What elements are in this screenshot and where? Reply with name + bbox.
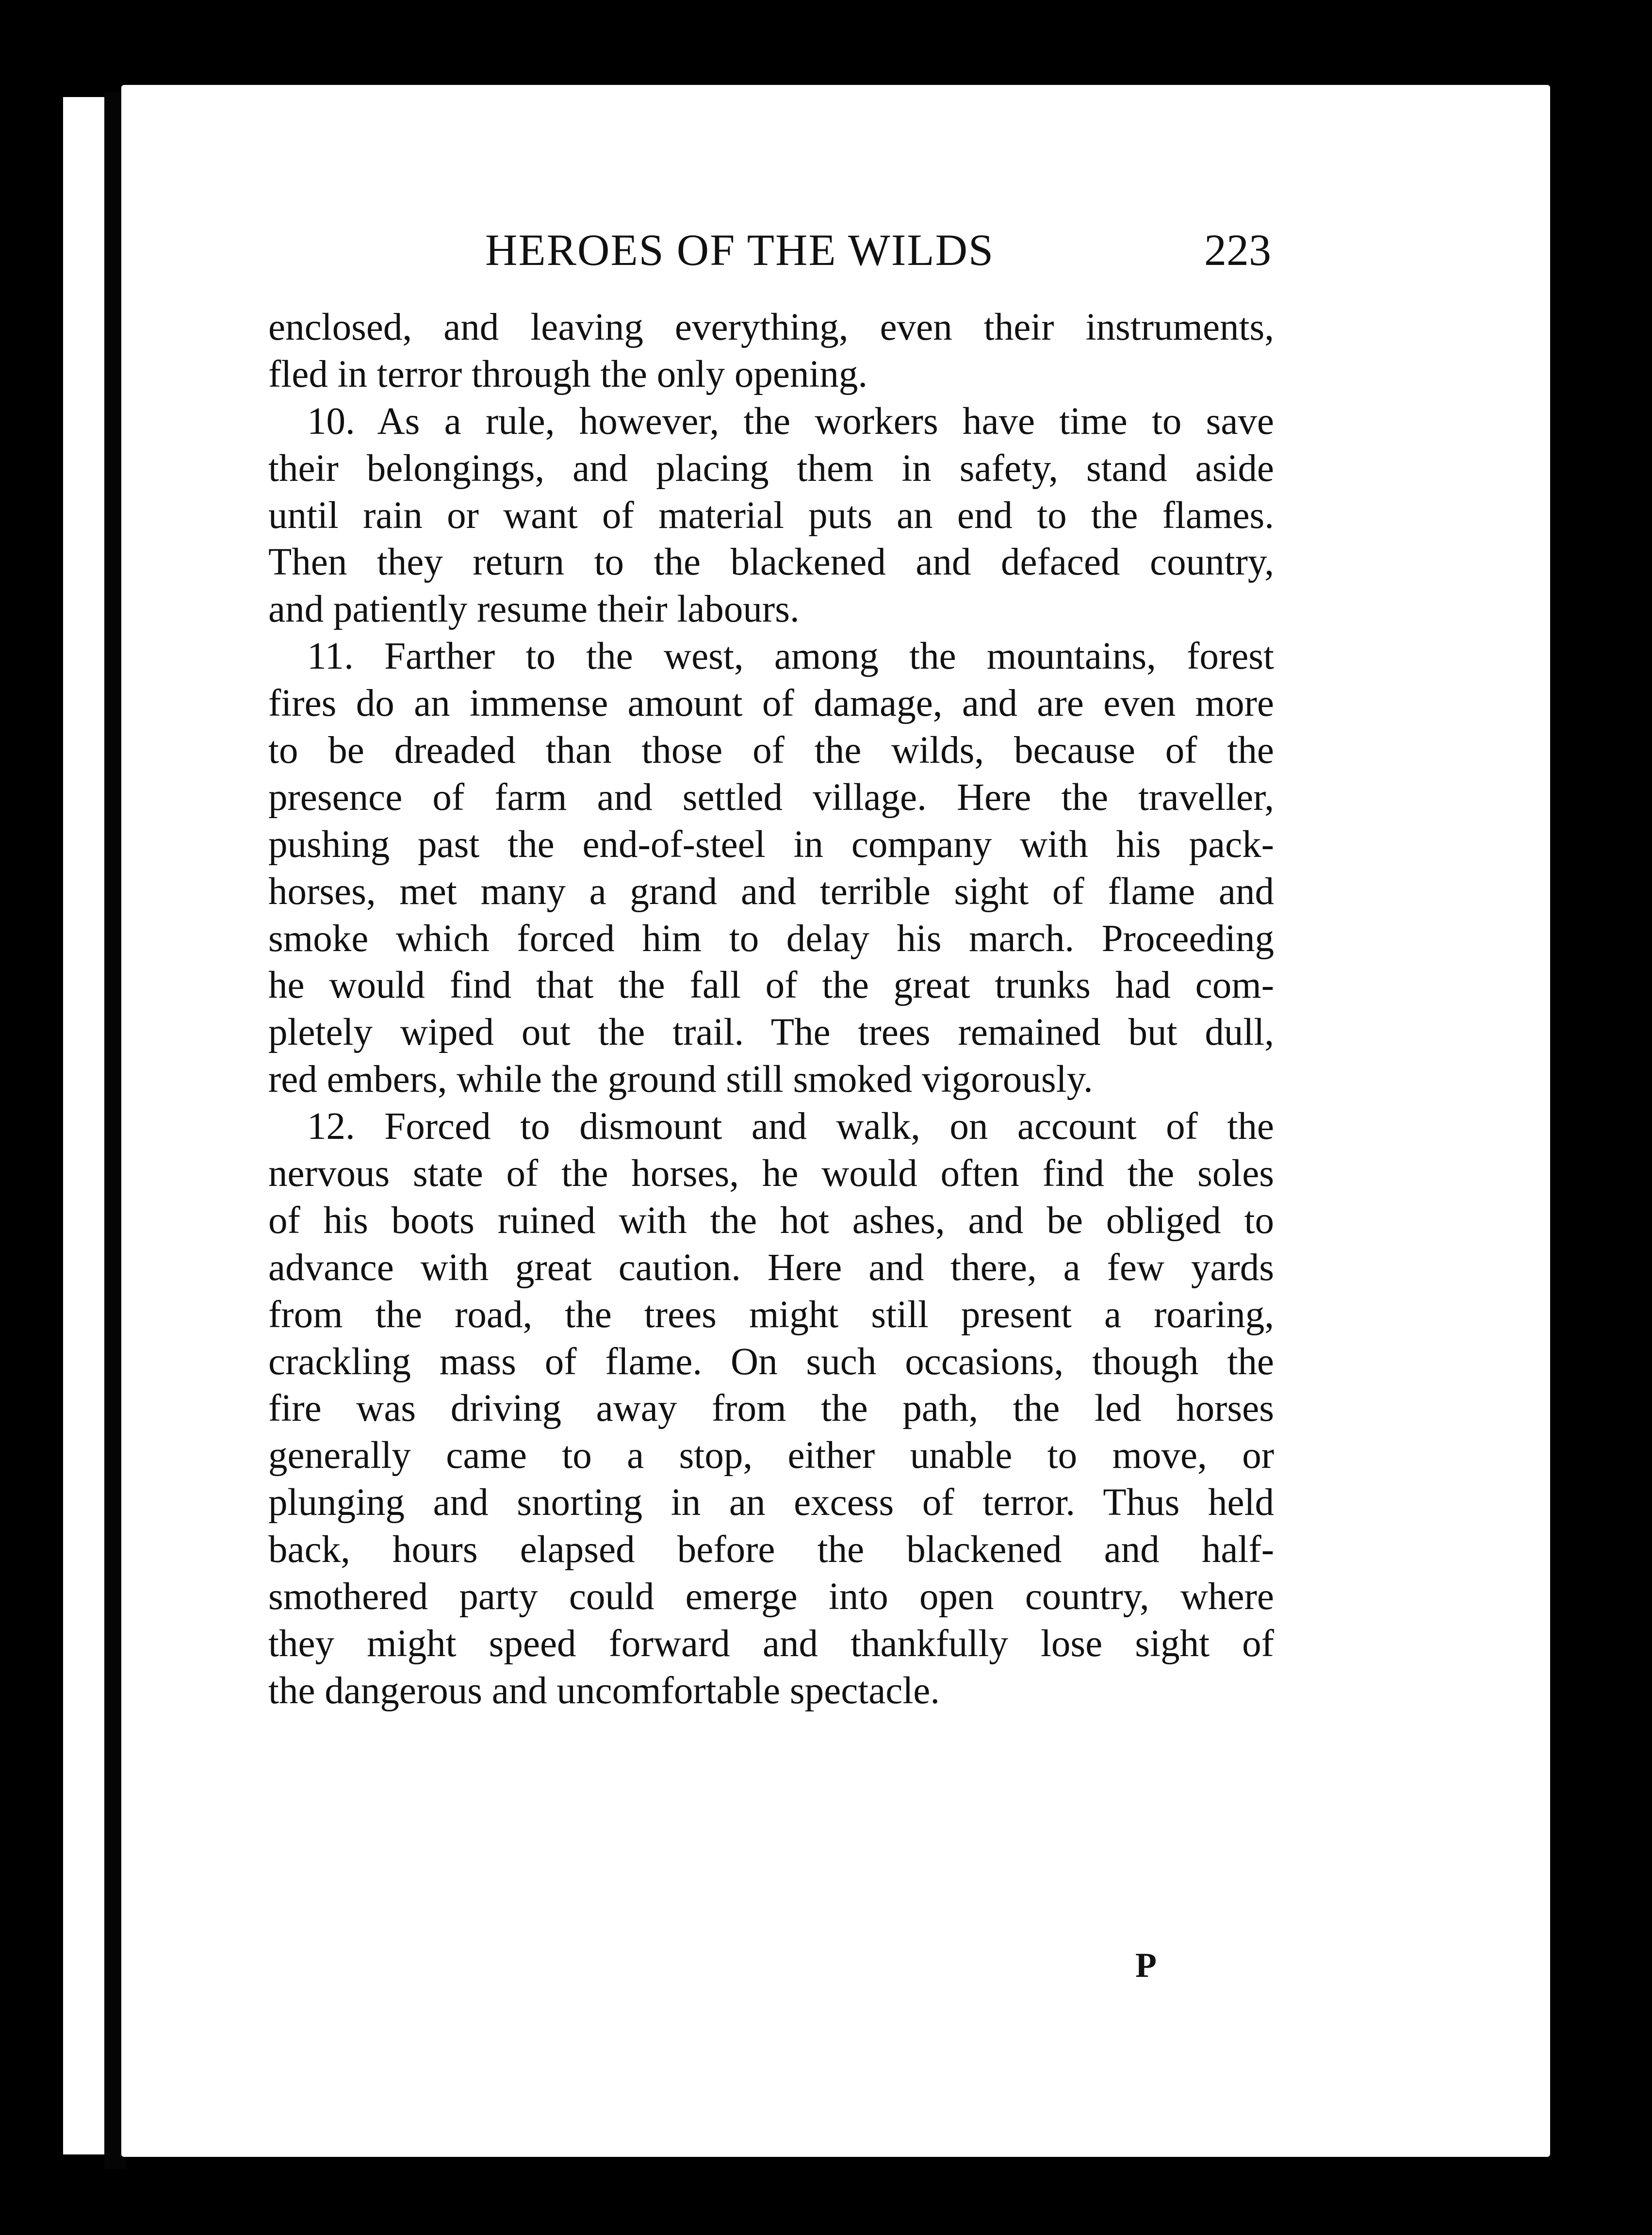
text-line: fire was driving away from the path, the led horses <box>268 1387 1274 1430</box>
text-line: of his boots ruined with the hot ashes, and be obliged to <box>268 1199 1274 1242</box>
text-line: enclosed, and leaving everything, even their instruments, <box>268 306 1274 348</box>
text-line: smothered party could emerge into open country, where <box>268 1576 1274 1618</box>
text-line: their belongings, and placing them in safety, stand aside <box>268 447 1274 490</box>
text-line: he would find that the fall of the great trunks had com- <box>268 964 1274 1007</box>
text-line: crackling mass of flame. On such occasions, though the <box>268 1340 1274 1383</box>
text-line: plunging and snorting in an excess of terror. Thus held <box>268 1481 1274 1524</box>
text-line: Then they return to the blackened and defaced country, <box>268 541 1274 584</box>
printer-signature: P <box>1135 1946 1157 1985</box>
text-line: back, hours elapsed before the blackened and half- <box>268 1528 1274 1571</box>
text-line: 10. As a rule, however, the workers have time to save <box>307 400 1274 443</box>
text-line: generally came to a stop, either unable to move, or <box>268 1434 1274 1477</box>
text-line: nervous state of the horses, he would often find the soles <box>268 1152 1274 1195</box>
text-line: presence of farm and settled village. Here the traveller, <box>268 776 1274 819</box>
text-line: 12. Forced to dismount and walk, on account of the <box>307 1105 1274 1148</box>
text-line: horses, met many a grand and terrible sight of flame and <box>268 870 1274 913</box>
text-line: fires do an immense amount of damage, and are even more <box>268 682 1274 725</box>
text-line: from the road, the trees might still present a roaring, <box>268 1293 1274 1336</box>
text-line: and patiently resume their labours. <box>268 588 800 631</box>
text-line: smoke which forced him to delay his march. Proceeding <box>268 917 1274 960</box>
text-line: advance with great caution. Here and there, a few yards <box>268 1246 1274 1289</box>
page-number: 223 <box>1204 225 1271 275</box>
text-line: red embers, while the ground still smoked vigorously. <box>268 1058 1093 1101</box>
text-line: to be dreaded than those of the wilds, because of the <box>268 729 1274 772</box>
text-line: fled in terror through the only opening. <box>268 353 868 395</box>
text-line: pletely wiped out the trail. The trees remained but dull, <box>268 1011 1274 1054</box>
text-line: they might speed forward and thankfully lose sight of <box>268 1622 1274 1665</box>
body-text <box>268 304 1274 1715</box>
text-line: pushing past the end-of-steel in company with his pack- <box>268 823 1274 866</box>
text-line: the dangerous and uncomfortable spectacle. <box>268 1669 940 1712</box>
running-header <box>485 223 1271 277</box>
text-line: 11. Farther to the west, among the mountains, forest <box>307 635 1274 678</box>
running-title: HEROES OF THE WILDS <box>485 225 995 275</box>
text-line: until rain or want of material puts an end to the flames. <box>268 494 1274 537</box>
